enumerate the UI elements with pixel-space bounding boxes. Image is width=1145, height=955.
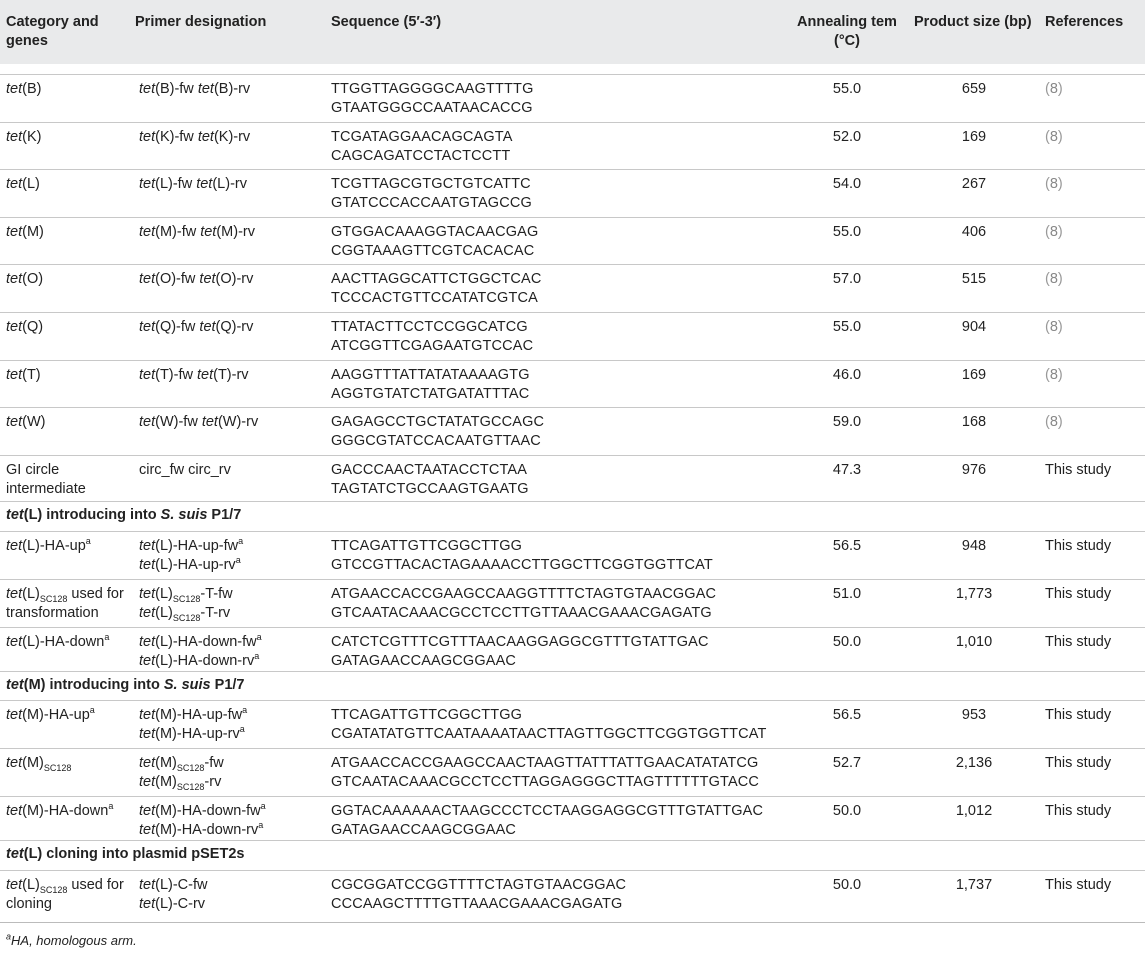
row-product-size: 659 (961, 81, 987, 97)
row-divider (0, 671, 1145, 672)
row-reference: This study (1045, 803, 1112, 819)
row-primer: $tet(L)-HA-up-fw^a$ $tet(L)-HA-up-rv^a$ (139, 536, 244, 573)
row-primer: tet(W)-fw tet(W)-rv (139, 414, 259, 431)
row-divider (0, 312, 1145, 313)
row-reference: (8) (1045, 319, 1063, 335)
section-heading: tet(L) cloning into plasmid pSET2s (6, 846, 245, 862)
row-annealing: 50.0 (832, 634, 862, 650)
row-reference: This study (1045, 586, 1112, 602)
row-annealing: 46.0 (832, 366, 862, 383)
row-sequence: ATGAACCACCGAAGCCAACTAAGTTATTTATTGAACATATATCG GTCAATACAAACGCCTCCTTAGGAGGGCTTAGTTTTTTGTACC (331, 755, 760, 790)
row-category: tet(L)-HA-down$^a$ (6, 632, 110, 650)
row-category: tet(K) (6, 128, 42, 145)
row-category: tet(M) (6, 223, 44, 240)
row-sequence: GAGAGCCTGCTATATGCCAGC GGGCGTATCCACAATGTTAAC (331, 414, 545, 450)
row-sequence: TTCAGATTGTTCGGCTTGG CGATATATGTTCAATAAAATAACTTAGTTGGCTTCGGTGGTTCAT (331, 707, 767, 742)
row-primer: circ_fw circ_rv (139, 461, 231, 478)
row-annealing: 55.0 (832, 81, 862, 97)
row-category: tet(Q) (6, 319, 44, 335)
row-annealing: 50.0 (832, 877, 862, 893)
row-annealing: 50.0 (832, 803, 862, 819)
row-divider (0, 840, 1145, 841)
section-heading: tet(L) introducing into S. suis P1/7 (6, 507, 242, 523)
row-reference: This study (1045, 538, 1112, 554)
row-divider (0, 531, 1145, 532)
row-divider (0, 700, 1145, 701)
row-primer: tet(O)-fw tet(O)-rv (139, 271, 254, 288)
footnote-text: HA, homologous arm. (11, 933, 137, 948)
section-heading: tet(M) introducing into S. suis P1/7 (6, 677, 245, 693)
row-annealing: 55.0 (832, 223, 862, 240)
header-annealing: Annealing tem (°C) (797, 14, 897, 49)
row-annealing: 52.0 (832, 128, 862, 145)
row-product-size: 1,010 (955, 634, 993, 650)
header-references: References (1045, 14, 1124, 30)
row-primer: tet(T)-fw tet(T)-rv (139, 366, 249, 383)
footnote-marker: a (6, 931, 12, 942)
row-sequence: GACCCAACTAATACCTCTAA TAGTATCTGCCAAGTGAATG (331, 461, 529, 497)
row-primer: tet(M)-fw tet(M)-rv (139, 223, 255, 240)
row-divider (0, 455, 1145, 456)
row-product-size: 948 (961, 538, 987, 554)
row-divider (0, 501, 1145, 502)
row-category: $tet(L)_{SC128}$ used for cloning (6, 877, 124, 912)
row-sequence: CGCGGATCCGGTTTTCTAGTGTAACGGAC CCCAAGCTTTTGTTAAACGAAACGAGATG (331, 877, 627, 912)
row-divider (0, 870, 1145, 871)
row-reference: (8) (1045, 414, 1063, 431)
footnote (6, 933, 137, 948)
row-divider (0, 122, 1145, 123)
row-product-size: 267 (961, 176, 987, 193)
row-reference: (8) (1045, 271, 1063, 288)
row-sequence: AACTTAGGCATTCTGGCTCAC TCCCACTGTTCCATATCGTCA (331, 271, 542, 307)
row-primer: tet(L)-fw tet(L)-rv (139, 176, 247, 193)
row-divider (0, 169, 1145, 170)
row-category: tet(W) (6, 414, 46, 431)
row-sequence: AAGGTTTATTATATAAAAGTG AGGTGTATCTATGATATTTAC (331, 366, 530, 402)
row-annealing: 52.7 (832, 755, 862, 771)
row-reference: (8) (1045, 81, 1063, 97)
row-primer: tet(K)-fw tet(K)-rv (139, 128, 251, 145)
row-product-size: 2,136 (955, 755, 993, 771)
row-product-size: 904 (961, 319, 987, 335)
row-category: $tet(L)-HA-up^a$ (6, 536, 91, 554)
row-annealing: 55.0 (832, 319, 862, 335)
row-reference: (8) (1045, 128, 1063, 145)
row-sequence: TCGATAGGAACAGCAGTA CAGCAGATCCTACTCCTT (331, 128, 513, 164)
table-header (0, 0, 1145, 64)
row-divider (0, 264, 1145, 265)
row-primer: $tet(L)_{SC128}-T-fw$ $tet(L)_{SC128}-T-rv$ (139, 586, 233, 623)
row-product-size: 953 (961, 707, 987, 723)
row-sequence: GTGGACAAAGGTACAACGAG CGGTAAAGTTCGTCACACAC (331, 223, 539, 259)
table-bottom-rule (0, 922, 1145, 923)
row-divider (0, 74, 1145, 75)
row-divider (0, 796, 1145, 797)
row-primer: $tet(M)_{SC128}-fw$ $tet(M)_{SC128}-rv$ (139, 755, 224, 792)
row-reference: (8) (1045, 176, 1063, 193)
row-divider (0, 217, 1145, 218)
row-product-size: 1,012 (955, 803, 993, 819)
row-category: $tet(M)_{SC128}$ (6, 755, 72, 773)
row-primer: $tet(L)-HA-down-fw^a$ $tet(L)-HA-down-rv^a$ (139, 632, 262, 669)
header-sequence: Sequence (5′-3′) (331, 14, 442, 30)
row-category: $tet(M)-HA-up^a$ (6, 705, 95, 723)
row-primer: $tet(M)-HA-up-fw^a$ $tet(M)-HA-up-rv^a$ (139, 705, 248, 742)
row-annealing: 56.5 (832, 538, 862, 554)
header-primer: Primer designation (135, 14, 267, 30)
row-primer: tet(Q)-fw tet(Q)-rv (139, 319, 254, 335)
row-annealing: 51.0 (832, 586, 862, 602)
row-primer: tet(B)-fw tet(B)-rv (139, 81, 251, 97)
row-reference: (8) (1045, 223, 1063, 240)
row-divider (0, 627, 1145, 628)
row-category: $tet(L)_{SC128}$ used for transformation (6, 586, 124, 621)
row-category: tet(B) (6, 81, 42, 97)
row-product-size: 515 (961, 271, 987, 288)
row-product-size: 168 (961, 414, 987, 431)
row-product-size: 976 (961, 461, 987, 478)
row-divider (0, 360, 1145, 361)
row-annealing: 54.0 (832, 176, 862, 193)
row-category: GI circle intermediate (6, 461, 86, 497)
row-reference: This study (1045, 707, 1112, 723)
header-category: Category and genes (6, 14, 99, 49)
row-category: tet(M)-HA-down$^a$ (6, 801, 114, 819)
row-sequence: CATCTCGTTTCGTTTAACAAGGAGGCGTTTGTATTGAC GATAGAACCAAGCGGAAC (331, 634, 709, 669)
header-product-size: Product size (bp) (914, 14, 1032, 30)
row-category: tet(L) (6, 176, 40, 193)
row-divider (0, 407, 1145, 408)
row-primer: tet(L)-C-fw tet(L)-C-rv (139, 877, 208, 912)
row-sequence: TCGTTAGCGTGCTGTCATTC GTATCCCACCAATGTAGCCG (331, 176, 532, 212)
row-sequence: GGTACAAAAAACTAAGCCCTCCTAAGGAGGCGTTTGTATTGAC GATAGAACCAAGCGGAAC (331, 803, 764, 838)
row-product-size: 169 (961, 128, 987, 145)
row-primer: $tet(M)-HA-down-fw^a$ $tet(M)-HA-down-rv^a$ (139, 801, 266, 838)
row-divider (0, 748, 1145, 749)
row-category: tet(T) (6, 366, 41, 383)
row-product-size: 1,773 (955, 586, 993, 602)
row-sequence: ATGAACCACCGAAGCCAAGGTTTTCTAGTGTAACGGAC GTCAATACAAACGCCTCCTTGTTAAACGAAACGAGATG (331, 586, 717, 621)
row-reference: This study (1045, 461, 1112, 478)
row-reference: This study (1045, 634, 1112, 650)
row-product-size: 1,737 (955, 877, 993, 893)
row-sequence: TTGGTTAGGGGCAAGTTTTG GTAATGGGCCAATAACACCG (331, 81, 534, 116)
row-product-size: 169 (961, 366, 987, 383)
row-reference: This study (1045, 877, 1112, 893)
row-product-size: 406 (961, 223, 987, 240)
row-annealing: 47.3 (832, 461, 862, 478)
row-annealing: 57.0 (832, 271, 862, 288)
row-reference: (8) (1045, 366, 1063, 383)
row-reference: This study (1045, 755, 1112, 771)
row-annealing: 56.5 (832, 707, 862, 723)
row-sequence: TTCAGATTGTTCGGCTTGG GTCCGTTACACTAGAAAACCTTGGCTTCGGTGGTTCAT (331, 538, 713, 573)
row-divider (0, 579, 1145, 580)
row-category: tet(O) (6, 271, 44, 288)
row-annealing: 59.0 (832, 414, 862, 431)
row-sequence: TTATACTTCCTCCGGCATCG ATCGGTTCGAGAATGTCCAC (331, 319, 534, 354)
